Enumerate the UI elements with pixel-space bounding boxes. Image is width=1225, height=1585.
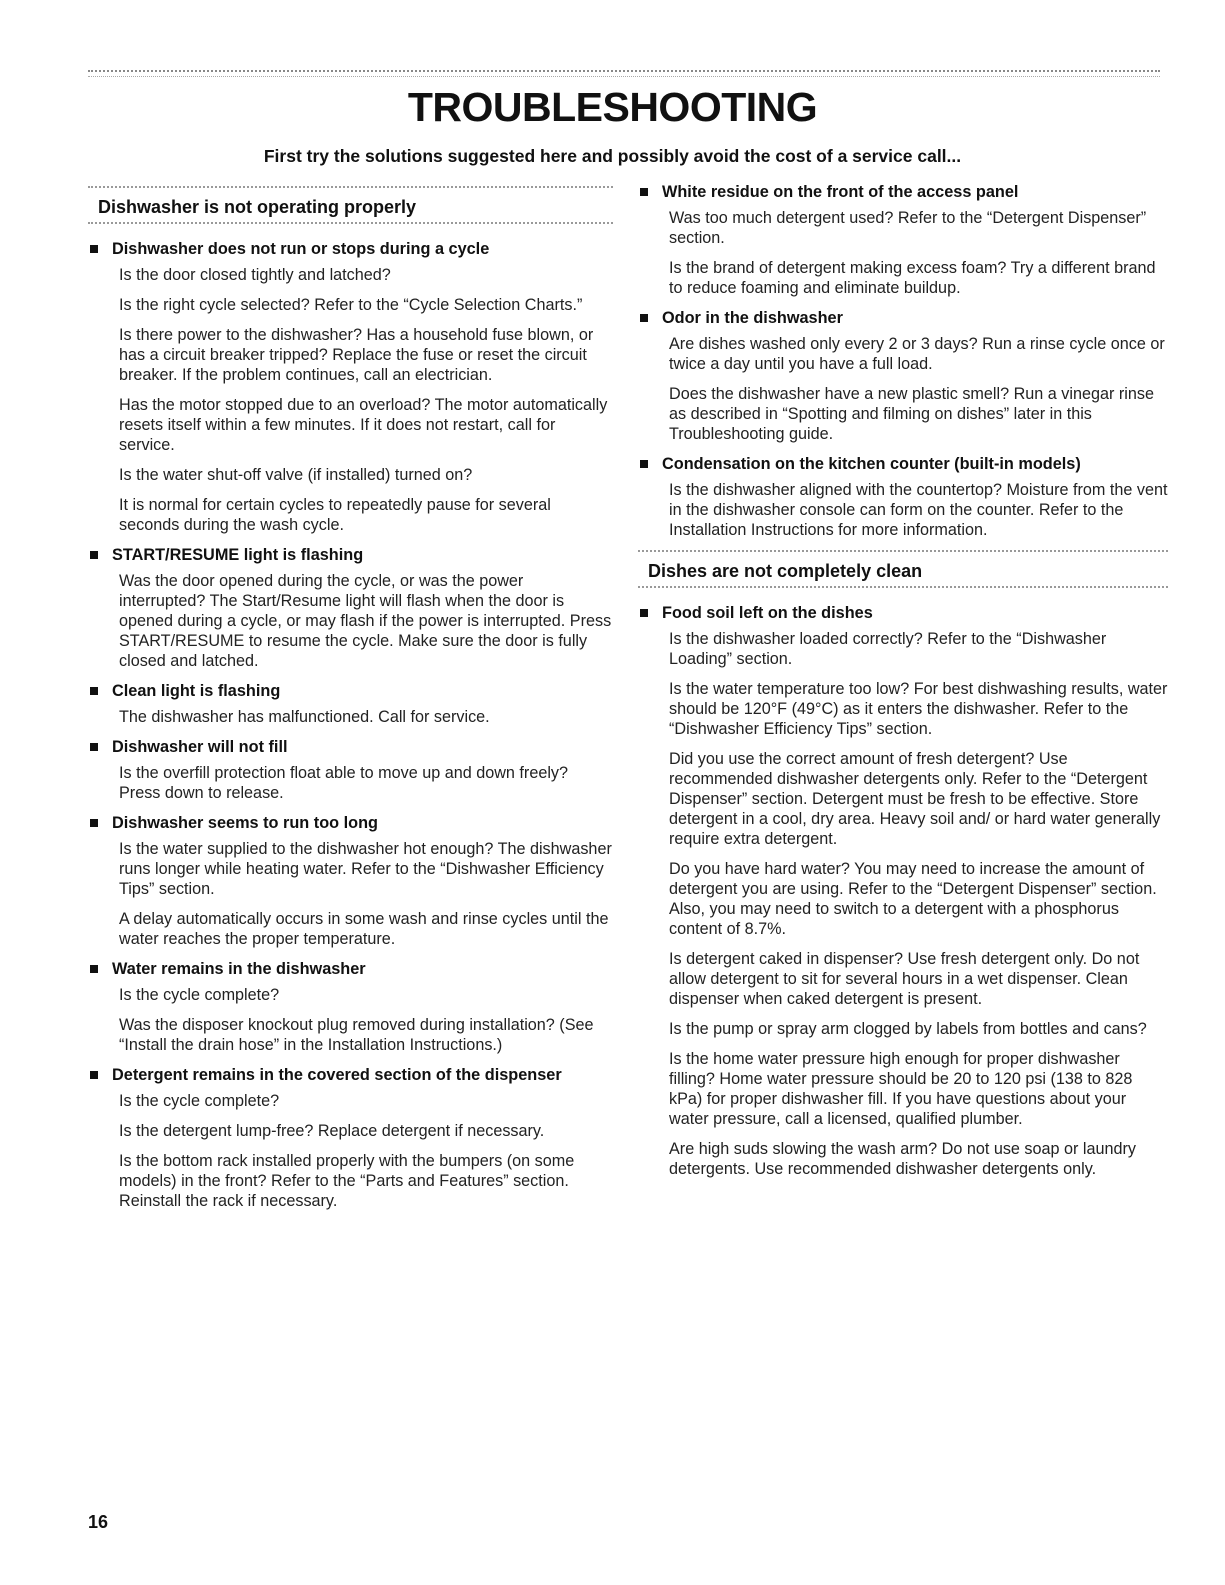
issue-clean-light-flashing	[88, 681, 613, 727]
issue-food-soil	[638, 603, 1168, 1179]
answer-text: Is the door closed tightly and latched?	[119, 266, 391, 284]
issue-title: Odor in the dishwasher	[662, 309, 843, 327]
answer-text: A delay automatically occurs in some wash and rinse cycles until the water reaches the proper temperature.	[119, 910, 609, 948]
issue-water-remains	[88, 959, 613, 1055]
answer-text: Did you use the correct amount of fresh detergent? Use recommended dishwasher detergents only. Refer to the “Detergent Dispenser” section. Detergent must be fresh to be effective. Store detergent in a cool, dry area. Heavy soil and/ or hard water generally require extra detergent.	[669, 750, 1161, 848]
issue-title: Condensation on the kitchen counter (built-in models)	[662, 455, 1081, 473]
answer-text: Do you have hard water? You may need to increase the amount of detergent you are using. Refer to the “Detergent Dispenser” section. Also, you may need to switch to a detergent with a phosphorus content of 8.7%.	[669, 860, 1157, 938]
top-divider	[88, 70, 1160, 77]
issue-answers	[88, 985, 613, 1055]
section-title: Dishwasher is not operating properly	[98, 197, 417, 217]
section-title: Dishes are not completely clean	[648, 561, 923, 581]
answer-text: Is detergent caked in dispenser? Use fresh detergent only. Do not allow detergent to sit for several hours in a wet dispenser. Clean dispenser when caked detergent is present.	[669, 950, 1140, 1008]
page-title: TROUBLESHOOTING	[407, 84, 818, 130]
issue-answers	[638, 334, 1168, 444]
page-subtitle: First try the solutions suggested here and possibly avoid the cost of a service call...	[263, 146, 962, 166]
answer-text: Is the pump or spray arm clogged by labels from bottles and cans?	[669, 1020, 1147, 1038]
section-header-not-operating	[88, 186, 613, 227]
issue-condensation	[638, 454, 1168, 540]
issue-title: Water remains in the dishwasher	[112, 960, 366, 978]
answer-text: Is the brand of detergent making excess foam? Try a different brand to reduce foaming and eliminate buildup.	[669, 259, 1156, 297]
issue-will-not-fill	[88, 737, 613, 803]
bullet-icon	[640, 188, 648, 196]
issue-answers	[88, 763, 613, 803]
answer-text: Is the cycle complete?	[119, 986, 280, 1004]
issue-runs-too-long	[88, 813, 613, 949]
answer-text: Is the water supplied to the dishwasher hot enough? The dishwasher runs longer while heating water. Refer to the “Dishwasher Efficiency Tips” section.	[119, 840, 612, 898]
issue-answers	[88, 839, 613, 949]
bullet-icon	[90, 1071, 98, 1079]
answer-text: Was too much detergent used? Refer to the “Detergent Dispenser” section.	[669, 209, 1147, 247]
answer-text: Is the water temperature too low? For best dishwashing results, water should be 120°F (49°C) as it enters the dishwasher. Refer to the “Dishwasher Efficiency Tips” section.	[669, 680, 1168, 738]
answer-text: Was the disposer knockout plug removed during installation? (See “Install the drain hose” in the Installation Instructions.)	[119, 1016, 594, 1054]
bullet-icon	[640, 314, 648, 322]
bullet-icon	[90, 965, 98, 973]
issue-does-not-run	[88, 239, 613, 535]
issue-title: Food soil left on the dishes	[662, 604, 873, 622]
issue-title: Dishwasher does not run or stops during a cycle	[112, 240, 490, 258]
section-header-not-clean	[638, 550, 1168, 591]
issue-title: White residue on the front of the access panel	[662, 183, 1019, 201]
answer-text: Does the dishwasher have a new plastic smell? Run a vinegar rinse as described in “Spotting and filming on dishes” later in this Troubleshooting guide.	[669, 385, 1154, 443]
issue-title: Dishwasher seems to run too long	[112, 814, 378, 832]
answer-text: Are dishes washed only every 2 or 3 days? Run a rinse cycle once or twice a day until you have a full load.	[669, 335, 1165, 373]
page-number: 16	[88, 1512, 109, 1532]
issue-answers	[638, 208, 1168, 298]
bullet-icon	[640, 609, 648, 617]
section-rule-bottom	[638, 586, 1168, 591]
bullet-icon	[640, 460, 648, 468]
answer-text: Is the detergent lump-free? Replace detergent if necessary.	[119, 1122, 545, 1140]
issue-odor	[638, 308, 1168, 444]
left-column	[88, 186, 613, 1221]
bullet-icon	[90, 819, 98, 827]
answer-text: Is the dishwasher loaded correctly? Refer to the “Dishwasher Loading” section.	[669, 630, 1107, 668]
answer-text: The dishwasher has malfunctioned. Call for service.	[119, 708, 490, 726]
issue-answers	[88, 265, 613, 535]
answer-text: Is the cycle complete?	[119, 1092, 280, 1110]
answer-text: Is the home water pressure high enough for proper dishwasher filling? Home water pressure should be 20 to 120 psi (138 to 828 kPa) for proper dishwasher fill. If you have questions about your water pressure, call a licensed, qualified plumber.	[669, 1050, 1133, 1128]
section-rule-bottom	[88, 222, 613, 227]
answer-text: Was the door opened during the cycle, or was the power interrupted? The Start/Resume light will flash when the door is opened during a cycle, or may flash if the power is interrupted. Press START/RESUME to resume the cycle. Make sure the door is fully closed and latched.	[119, 572, 612, 670]
issue-answers	[638, 480, 1168, 540]
answer-text: Has the motor stopped due to an overload? The motor automatically resets itself within a few minutes. If it does not restart, call for service.	[119, 396, 608, 454]
issue-title: Clean light is flashing	[112, 682, 281, 700]
issue-answers	[88, 707, 613, 727]
answer-text: Are high suds slowing the wash arm? Do not use soap or laundry detergents. Use recommended dishwasher detergents only.	[669, 1140, 1136, 1178]
answer-text: Is there power to the dishwasher? Has a household fuse blown, or has a circuit breaker tripped? Replace the fuse or reset the circuit breaker. If the problem continues, call an electrician.	[119, 326, 594, 384]
issue-title: Detergent remains in the covered section of the dispenser	[112, 1066, 562, 1084]
issue-title: Dishwasher will not fill	[112, 738, 288, 756]
issue-white-residue	[638, 182, 1168, 298]
bullet-icon	[90, 687, 98, 695]
issue-detergent-remains	[88, 1065, 613, 1211]
right-column	[638, 182, 1168, 1189]
issue-answers	[88, 1091, 613, 1211]
answer-text: Is the overfill protection float able to move up and down freely? Press down to release.	[119, 764, 569, 802]
answer-text: Is the dishwasher aligned with the countertop? Moisture from the vent in the dishwasher console can form on the counter. Refer to the Installation Instructions for more information.	[669, 481, 1168, 539]
answer-text: Is the bottom rack installed properly with the bumpers (on some models) in the front? Refer to the “Parts and Features” section. Reinstall the rack if necessary.	[119, 1152, 575, 1210]
answer-text: It is normal for certain cycles to repeatedly pause for several seconds during the wash cycle.	[119, 496, 551, 534]
bullet-icon	[90, 551, 98, 559]
issue-start-resume-flashing	[88, 545, 613, 671]
issue-answers	[638, 629, 1168, 1179]
issue-answers	[88, 571, 613, 671]
answer-text: Is the right cycle selected? Refer to the “Cycle Selection Charts.”	[119, 296, 583, 314]
bullet-icon	[90, 245, 98, 253]
answer-text: Is the water shut-off valve (if installed) turned on?	[119, 466, 473, 484]
bullet-icon	[90, 743, 98, 751]
issue-title: START/RESUME light is flashing	[112, 546, 364, 564]
